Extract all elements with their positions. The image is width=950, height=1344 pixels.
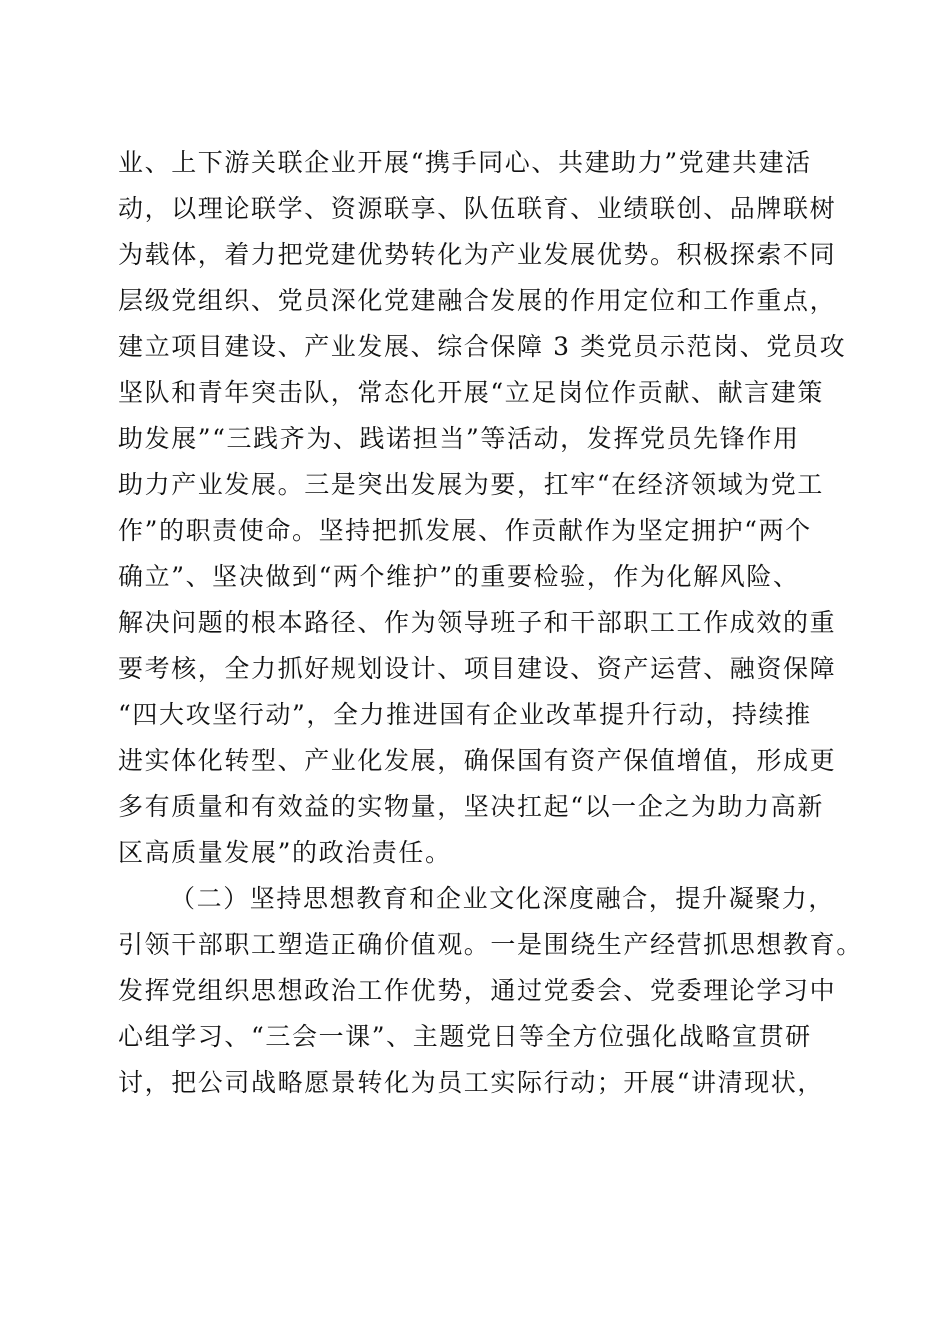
text-line: 业、上下游关联企业开展“携手同心、共建助力”党建共建活 [118, 148, 812, 177]
text-line: 建立项目建设、产业发展、综合保障 3 类党员示范岗、党员攻 [118, 332, 847, 361]
text-line: 作”的职责使命。坚持把抓发展、作贡献作为坚定拥护“两个 [118, 516, 812, 545]
text-line: 为载体，着力把党建优势转化为产业发展优势。积极探索不同 [118, 240, 837, 269]
section-heading-line: （二）坚持思想教育和企业文化深度融合，提升凝聚力， [170, 884, 836, 913]
text-line: 多有质量和有效益的实物量，坚决扛起“以一企之为助力高新 [118, 792, 824, 821]
text-line: 动，以理论联学、资源联享、队伍联育、业绩联创、品牌联树 [118, 194, 837, 223]
text-line: 要考核，全力抓好规划设计、项目建设、资产运营、融资保障 [118, 654, 837, 683]
text-line: 发挥党组织思想政治工作优势，通过党委会、党委理论学习中 [118, 976, 837, 1005]
text-line: 进实体化转型、产业化发展，确保国有资产保值增值，形成更 [118, 746, 837, 775]
text-line: “四大攻坚行动”，全力推进国有企业改革提升行动，持续推 [118, 700, 812, 729]
text-line: 引领干部职工塑造正确价值观。一是围绕生产经营抓思想教育。 [118, 930, 863, 959]
text-line: 层级党组织、党员深化党建融合发展的作用定位和工作重点， [118, 286, 837, 315]
text-line: 讨，把公司战略愿景转化为员工实际行动；开展“讲清现状， [118, 1068, 824, 1097]
text-line: 心组学习、“三会一课”、主题党日等全方位强化战略宣贯研 [118, 1022, 812, 1051]
text-line: 坚队和青年突击队，常态化开展“立足岗位作贡献、献言建策 [118, 378, 824, 407]
text-line: 助力产业发展。三是突出发展为要，扛牢“在经济领域为党工 [118, 470, 824, 499]
text-line: 助发展”“三践齐为、践诺担当”等活动，发挥党员先锋作用 [118, 424, 800, 453]
body-text [118, 140, 863, 1106]
text-line: 区高质量发展”的政治责任。 [118, 838, 452, 867]
text-line: 解决问题的根本路径、作为领导班子和干部职工工作成效的重 [118, 608, 837, 637]
text-line: 确立”、坚决做到“两个维护”的重要检验，作为化解风险、 [118, 562, 800, 591]
